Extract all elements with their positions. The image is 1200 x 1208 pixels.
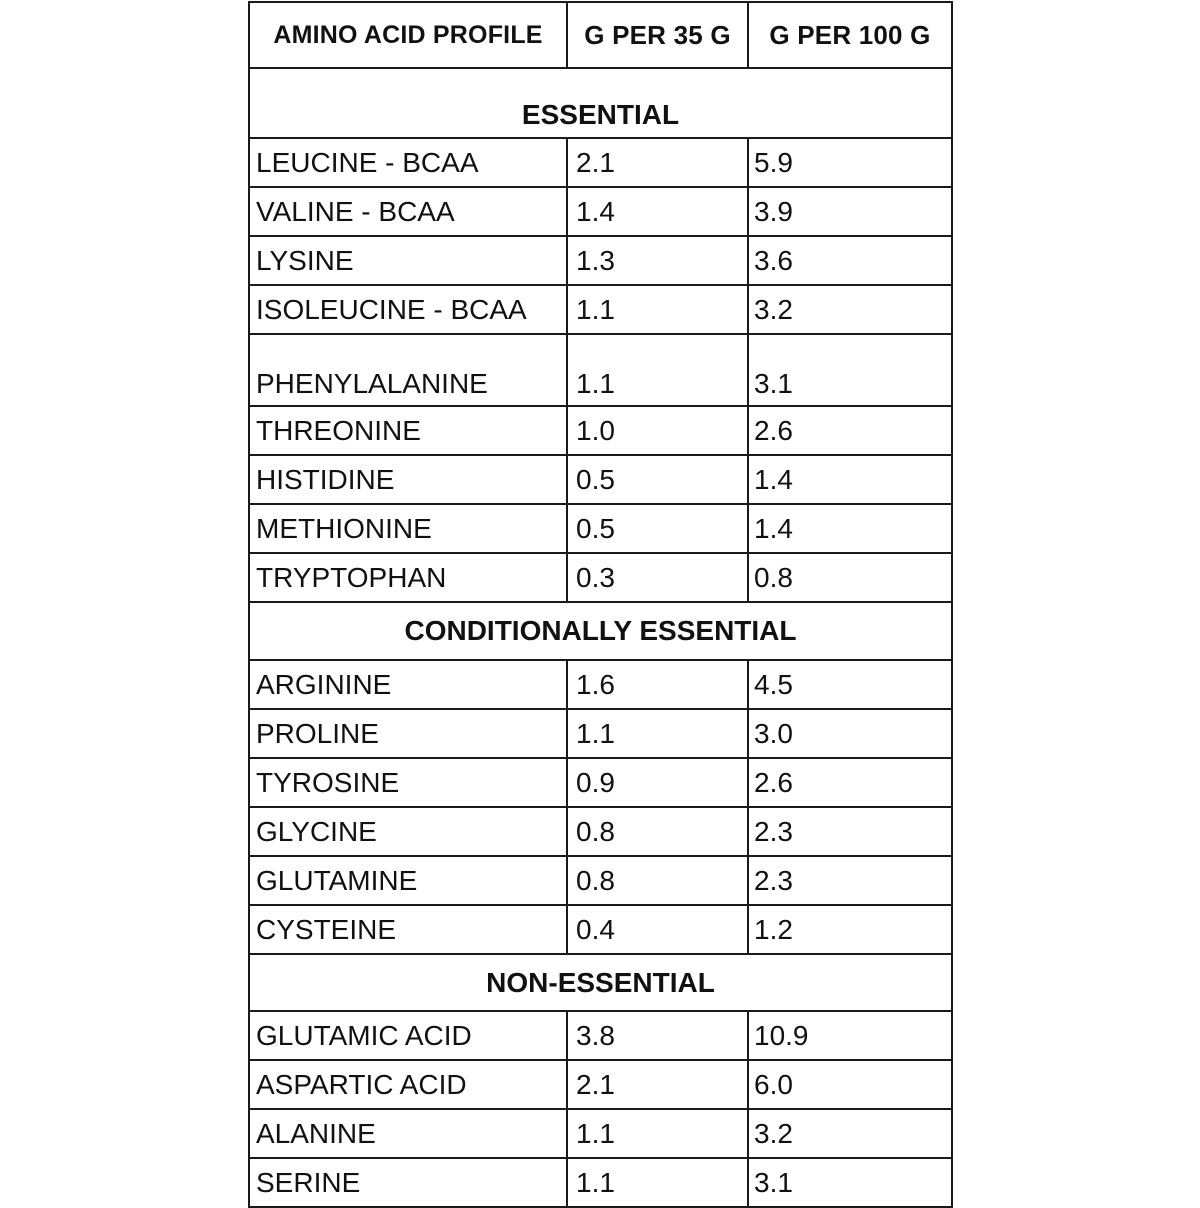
grams-per-100g: 3.9 [748,187,952,236]
amino-acid-table [248,1,953,1208]
amino-acid-name: GLUTAMIC ACID [249,1011,567,1060]
table-row [249,709,952,758]
grams-per-100g: 10.9 [748,1011,952,1060]
grams-per-100g: 2.3 [748,856,952,905]
section-title: CONDITIONALLY ESSENTIAL [249,602,952,660]
amino-acid-name: METHIONINE [249,504,567,553]
table-row [249,553,952,602]
grams-per-35g: 1.6 [567,660,748,709]
grams-per-35g: 2.1 [567,138,748,187]
table-row [249,504,952,553]
grams-per-100g: 1.2 [748,905,952,954]
section-row-essential [249,68,952,138]
grams-per-35g: 1.4 [567,187,748,236]
section-row-non-essential [249,954,952,1011]
header-g-per-100g: G PER 100 G [748,2,952,68]
grams-per-100g: 5.9 [748,138,952,187]
amino-acid-name: GLUTAMINE [249,856,567,905]
grams-per-100g: 6.0 [748,1060,952,1109]
header-row [249,2,952,68]
header-amino-acid-profile: AMINO ACID PROFILE [249,2,567,68]
table-row [249,334,952,406]
table-row [249,285,952,334]
grams-per-35g: 0.5 [567,455,748,504]
amino-acid-name: PHENYLALANINE [249,334,567,406]
grams-per-100g: 1.4 [748,455,952,504]
table-row [249,406,952,455]
amino-acid-name: TRYPTOPHAN [249,553,567,602]
grams-per-100g: 0.8 [748,553,952,602]
grams-per-100g: 3.2 [748,285,952,334]
table-row [249,856,952,905]
header-g-per-35g: G PER 35 G [567,2,748,68]
grams-per-100g: 3.6 [748,236,952,285]
grams-per-35g: 1.1 [567,285,748,334]
grams-per-35g: 0.3 [567,553,748,602]
amino-acid-name: HISTIDINE [249,455,567,504]
grams-per-35g: 0.5 [567,504,748,553]
grams-per-35g: 0.4 [567,905,748,954]
table-row [249,1060,952,1109]
table-row [249,758,952,807]
grams-per-35g: 1.3 [567,236,748,285]
grams-per-100g: 2.3 [748,807,952,856]
table-row [249,660,952,709]
table-row [249,187,952,236]
grams-per-100g: 1.4 [748,504,952,553]
grams-per-100g: 2.6 [748,406,952,455]
grams-per-100g: 2.6 [748,758,952,807]
amino-acid-name: ASPARTIC ACID [249,1060,567,1109]
amino-acid-name: LEUCINE - BCAA [249,138,567,187]
section-title: NON-ESSENTIAL [249,954,952,1011]
grams-per-100g: 3.1 [748,1158,952,1207]
grams-per-100g: 4.5 [748,660,952,709]
table-row [249,236,952,285]
grams-per-35g: 2.1 [567,1060,748,1109]
grams-per-35g: 1.1 [567,334,748,406]
table-row [249,807,952,856]
grams-per-100g: 3.0 [748,709,952,758]
amino-acid-name: TYROSINE [249,758,567,807]
grams-per-35g: 0.8 [567,807,748,856]
amino-acid-name: SERINE [249,1158,567,1207]
amino-acid-name: THREONINE [249,406,567,455]
amino-acid-name: LYSINE [249,236,567,285]
section-title: ESSENTIAL [249,68,952,138]
grams-per-35g: 3.8 [567,1011,748,1060]
amino-acid-name: ISOLEUCINE - BCAA [249,285,567,334]
table-row [249,905,952,954]
table-row [249,455,952,504]
amino-acid-name: ALANINE [249,1109,567,1158]
section-row-conditionally-essential [249,602,952,660]
grams-per-35g: 0.8 [567,856,748,905]
amino-acid-name: PROLINE [249,709,567,758]
grams-per-100g: 3.2 [748,1109,952,1158]
grams-per-35g: 0.9 [567,758,748,807]
table-row [249,1109,952,1158]
amino-acid-name: CYSTEINE [249,905,567,954]
grams-per-35g: 1.0 [567,406,748,455]
grams-per-100g: 3.1 [748,334,952,406]
table-row [249,1011,952,1060]
amino-acid-name: GLYCINE [249,807,567,856]
grams-per-35g: 1.1 [567,1109,748,1158]
table-row [249,138,952,187]
grams-per-35g: 1.1 [567,709,748,758]
grams-per-35g: 1.1 [567,1158,748,1207]
amino-acid-name: ARGININE [249,660,567,709]
amino-acid-name: VALINE - BCAA [249,187,567,236]
